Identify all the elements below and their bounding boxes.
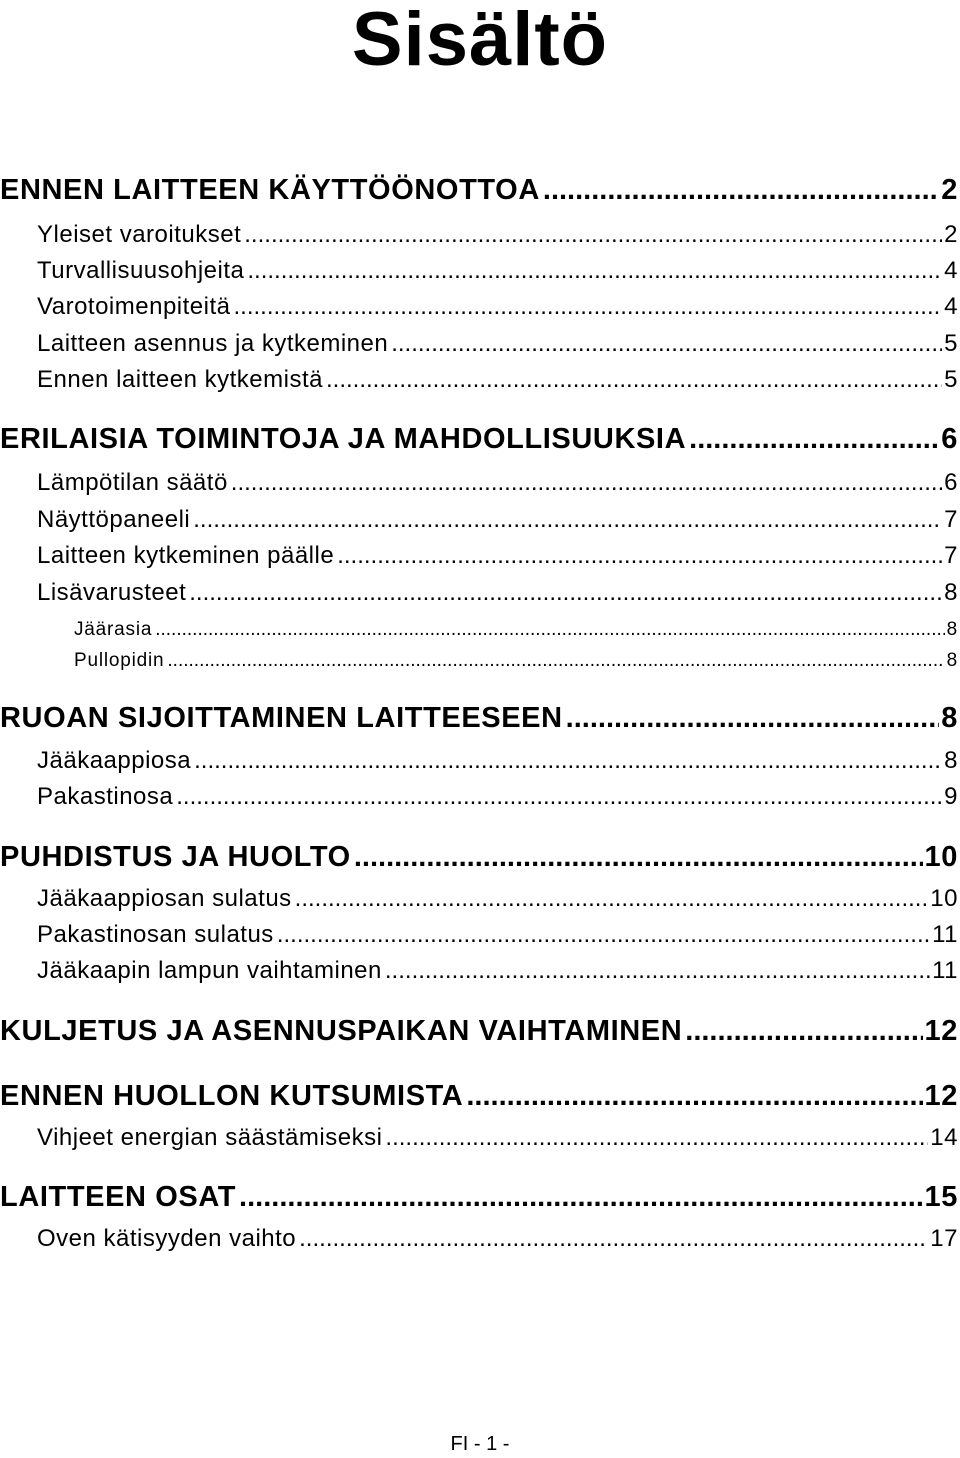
toc-entry-label: Jääkaappiosan sulatus	[37, 885, 292, 912]
toc-entry-label: Näyttöpaneeli	[37, 506, 191, 533]
toc-entry-label: Pakastinosan sulatus	[37, 921, 274, 948]
toc-item-jaakaappiosan-sulatus[interactable]	[37, 885, 958, 913]
toc-page-number: 8	[946, 650, 958, 671]
toc-dot-leader	[239, 1181, 922, 1214]
toc-dot-leader	[155, 619, 944, 641]
toc-item-pakastinosa[interactable]	[37, 783, 958, 811]
toc-section-laitteen-osat[interactable]	[0, 1181, 958, 1214]
toc-section-erilaisia-toimintoja[interactable]	[0, 423, 958, 456]
toc-page-number: 10	[924, 841, 958, 873]
toc-section-ennen-laitteen-kayttoonottoa[interactable]	[0, 174, 958, 207]
toc-dot-leader	[337, 542, 942, 570]
page-title: Sisältö	[351, 0, 609, 82]
toc-page-number: 9	[944, 783, 958, 810]
toc-item-pakastinosan-sulatus[interactable]	[37, 921, 958, 949]
toc-item-lisavarusteet[interactable]	[37, 579, 958, 607]
toc-page-number: 11	[932, 921, 958, 948]
toc-dot-leader	[689, 423, 939, 456]
toc-page-number: 17	[930, 1225, 958, 1252]
toc-entry-label: RUOAN SIJOITTAMINEN LAITTEESEEN	[0, 702, 563, 734]
page-footer: FI - 1 -	[450, 1433, 510, 1455]
toc-dot-leader	[685, 1015, 922, 1048]
toc-entry-label: Pakastinosa	[37, 783, 174, 810]
toc-page-number: 15	[924, 1181, 958, 1213]
toc-dot-leader	[466, 1080, 922, 1113]
toc-dot-leader	[385, 1124, 928, 1152]
toc-entry-label: PUHDISTUS JA HUOLTO	[0, 841, 351, 873]
toc-dot-leader	[247, 257, 942, 285]
toc-page-number: 2	[941, 174, 958, 206]
toc-dot-leader	[194, 747, 942, 775]
toc-entry-label: Jääkaappiosa	[37, 747, 192, 774]
toc-dot-leader	[326, 366, 942, 394]
toc-dot-leader	[295, 885, 929, 913]
toc-page-number: 4	[944, 293, 958, 320]
toc-entry-label: KULJETUS JA ASENNUSPAIKAN VAIHTAMINEN	[0, 1015, 683, 1047]
toc-subitem-jaarasia[interactable]	[74, 619, 958, 641]
toc-item-yleiset-varoitukset[interactable]	[37, 221, 958, 249]
toc-item-nayttopaneeli[interactable]	[37, 506, 958, 534]
toc-dot-leader	[193, 506, 942, 534]
toc-page-number: 12	[924, 1015, 958, 1047]
toc-page-number: 8	[944, 579, 958, 606]
toc-page-number: 6	[941, 423, 958, 455]
toc-entry-label: Varotoimenpiteitä	[37, 293, 231, 320]
toc-entry-label: Pullopidin	[74, 650, 165, 671]
toc-item-varotoimenpiteita[interactable]	[37, 293, 958, 321]
toc-entry-label: ENNEN LAITTEEN KÄYTTÖÖNOTTOA	[0, 174, 540, 206]
toc-page-number: 7	[944, 506, 958, 533]
toc-entry-label: Jäärasia	[74, 619, 153, 640]
toc-dot-leader	[391, 330, 942, 358]
toc-dot-leader	[277, 921, 930, 949]
toc-section-ennen-huollon-kutsumista[interactable]	[0, 1080, 958, 1113]
toc-page-number: 14	[930, 1124, 958, 1151]
toc-item-oven-katisyyden-vaihto[interactable]	[37, 1225, 958, 1253]
toc-section-puhdistus-ja-huolto[interactable]	[0, 841, 958, 874]
toc-page-number: 11	[932, 957, 958, 984]
toc-entry-label: Turvallisuusohjeita	[37, 257, 245, 284]
toc-section-kuljetus[interactable]	[0, 1015, 958, 1048]
toc-page-number: 5	[944, 330, 958, 357]
toc-dot-leader	[354, 841, 923, 874]
toc-item-vihjeet-energian-saastamiseksi[interactable]	[37, 1124, 958, 1152]
toc-page-number: 8	[941, 702, 958, 734]
toc-dot-leader	[231, 469, 942, 497]
toc-item-turvallisuusohjeita[interactable]	[37, 257, 958, 285]
toc-page-number: 8	[944, 747, 958, 774]
toc-item-jaakaappiosa[interactable]	[37, 747, 958, 775]
toc-dot-leader	[299, 1225, 928, 1253]
toc-dot-leader	[244, 221, 942, 249]
toc-dot-leader	[167, 650, 944, 672]
toc-item-laitteen-asennus[interactable]	[37, 330, 958, 358]
toc-item-lampun-vaihtaminen[interactable]	[37, 957, 958, 985]
toc-entry-label: Laitteen asennus ja kytkeminen	[37, 330, 389, 357]
toc-entry-label: Ennen laitteen kytkemistä	[37, 366, 323, 393]
toc-item-lampotilan-saato[interactable]	[37, 469, 958, 497]
toc-entry-label: Vihjeet energian säästämiseksi	[37, 1124, 383, 1151]
toc-page-number: 5	[944, 366, 958, 393]
toc-item-laitteen-kytkeminen-paalle[interactable]	[37, 542, 958, 570]
toc-page-number: 10	[930, 885, 958, 912]
toc-entry-label: Oven kätisyyden vaihto	[37, 1225, 297, 1252]
toc-item-ennen-laitteen-kytkemista[interactable]	[37, 366, 958, 394]
toc-page-number: 12	[924, 1080, 958, 1112]
toc-entry-label: ERILAISIA TOIMINTOJA JA MAHDOLLISUUKSIA	[0, 423, 687, 455]
toc-dot-leader	[543, 174, 939, 207]
toc-dot-leader	[385, 957, 930, 985]
toc-page-number: 4	[944, 257, 958, 284]
toc-dot-leader	[234, 293, 943, 321]
toc-entry-label: LAITTEEN OSAT	[0, 1181, 237, 1213]
toc-entry-label: Lämpötilan säätö	[37, 469, 228, 496]
toc-entry-label: Yleiset varoitukset	[37, 221, 242, 248]
toc-dot-leader	[189, 579, 942, 607]
toc-entry-label: Lisävarusteet	[37, 579, 187, 606]
toc-subitem-pullopidin[interactable]	[74, 650, 958, 672]
toc-dot-leader	[176, 783, 942, 811]
toc-page-number: 2	[944, 221, 958, 248]
toc-entry-label: ENNEN HUOLLON KUTSUMISTA	[0, 1080, 464, 1112]
toc-page-number: 7	[944, 542, 958, 569]
toc-dot-leader	[566, 702, 940, 735]
toc-section-ruoan-sijoittaminen[interactable]	[0, 702, 958, 735]
toc-page-number: 8	[946, 619, 958, 640]
toc-entry-label: Laitteen kytkeminen päälle	[37, 542, 335, 569]
toc-page-number: 6	[944, 469, 958, 496]
toc-entry-label: Jääkaapin lampun vaihtaminen	[37, 957, 382, 984]
